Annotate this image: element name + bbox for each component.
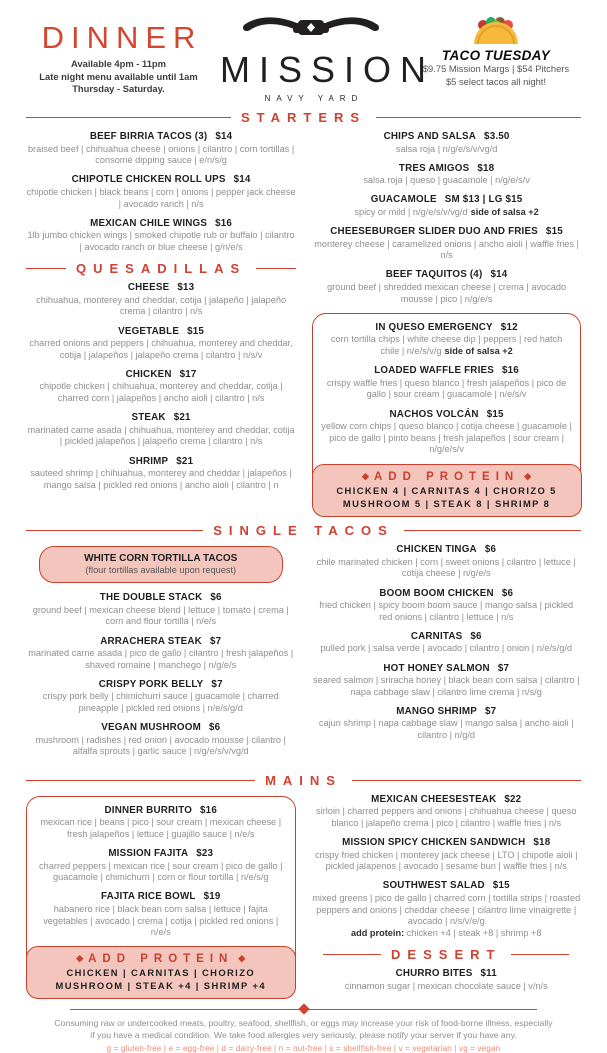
menu-item bbox=[321, 365, 572, 401]
menu-item-title bbox=[312, 837, 582, 848]
menu-item-description: corn tortilla chips | white cheese dip | peppers | red hatch chile | n/e/s/v/g side of salsa +2 bbox=[330, 334, 563, 356]
menu-item-description: chipotle chicken | black beans | corn | onions | pepper jack cheese | avocado ranch | n/s bbox=[26, 186, 296, 209]
menu-item-name: CRISPY PORK BELLY bbox=[98, 678, 204, 690]
menu-item bbox=[312, 194, 581, 218]
menu-item-name: HOT HONEY SALMON bbox=[383, 662, 490, 674]
menu-item-title bbox=[321, 365, 572, 376]
menu-item-price: $16 bbox=[501, 365, 519, 377]
menu-item-price: $6 bbox=[501, 587, 514, 599]
menu-item-description: cinnamon sugar | mexican chocolate sauce | v/n/s bbox=[344, 980, 548, 991]
menu-item-name: TRES AMIGOS bbox=[398, 162, 470, 174]
menu-item-description: pulled pork | salsa verde | avocado | cilantro | onion | n/e/s/g/d bbox=[320, 643, 572, 654]
promo-tacos: $5 select tacos all night! bbox=[445, 75, 547, 87]
section-header-quesadillas: QUESADILLAS bbox=[26, 261, 296, 276]
single-tacos-left-list bbox=[26, 592, 296, 758]
menu-item-name: MEXICAN CHEESESTEAK bbox=[371, 793, 497, 805]
menu-item bbox=[312, 131, 581, 155]
menu-item bbox=[26, 326, 296, 362]
menu-item-title bbox=[312, 269, 581, 280]
mains-box-list bbox=[35, 805, 287, 939]
menu-item-name: ARRACHERA STEAK bbox=[100, 635, 202, 647]
menu-item-price: $21 bbox=[173, 412, 191, 424]
menu-item-name: CHIPOTLE CHICKEN ROLL UPS bbox=[71, 174, 226, 186]
menu-item-title bbox=[26, 412, 296, 423]
starters-quesadillas-columns bbox=[26, 131, 581, 516]
menu-item-name: THE DOUBLE STACK bbox=[99, 592, 203, 604]
menu-item bbox=[26, 592, 296, 628]
menu-item-title bbox=[35, 805, 287, 816]
menu-item-name: CHICKEN TINGA bbox=[396, 544, 477, 556]
menu-item bbox=[26, 131, 296, 167]
divider-line bbox=[511, 954, 569, 955]
menu-item-price: $23 bbox=[196, 848, 214, 859]
mission-logo bbox=[211, 12, 435, 103]
menu-item-name: BEEF TAQUITOS (4) bbox=[385, 269, 483, 281]
queso-specials-list bbox=[321, 322, 572, 456]
menu-item-title bbox=[312, 194, 581, 205]
menu-item-title bbox=[312, 588, 582, 599]
menu-item-price: $12 bbox=[500, 321, 518, 333]
menu-item-title bbox=[26, 636, 296, 647]
section-header-mains: MAINS bbox=[26, 773, 581, 788]
menu-item-name: MANGO SHRIMP bbox=[396, 705, 477, 717]
menu-item-description: braised beef | chihuahua cheese | onions | cilantro | corn tortillas | consomé dipping sauce | e/n/s/g bbox=[27, 143, 295, 166]
menu-item-name: DINNER BURRITO bbox=[104, 804, 193, 816]
logo-location: NAVY YARD bbox=[264, 94, 364, 103]
menu-item-description: spicy or mild | n/g/e/s/v/vg/d side of salsa +2 bbox=[354, 206, 539, 217]
menu-item-name: CARNITAS bbox=[410, 630, 463, 642]
menu-item-title bbox=[312, 968, 582, 979]
logo-wordmark: MISSION bbox=[219, 49, 435, 90]
menu-item-price: $3.50 bbox=[484, 131, 510, 142]
menu-item-description: seared salmon | sriracha honey | black bean corn salsa | cilantro | napa cabbage slaw | cilantro lime crema | n/s/g bbox=[313, 675, 580, 697]
menu-item bbox=[321, 322, 572, 358]
menu-item-description: chile marinated chicken | corn | sweet onions | cilantro | lettuce | cotija cheese | n/g/e/s bbox=[316, 556, 576, 579]
menu-item bbox=[26, 282, 296, 318]
divider-line bbox=[26, 780, 255, 781]
menu-item-name: MISSION SPICY CHICKEN SANDWICH bbox=[342, 837, 526, 848]
divider-line bbox=[26, 530, 203, 531]
menu-item bbox=[26, 679, 296, 715]
menu-item-price: $7 bbox=[211, 678, 223, 690]
menu-item-title bbox=[26, 369, 296, 380]
menu-item bbox=[312, 631, 582, 655]
menu-item-price: $7 bbox=[209, 635, 222, 647]
menu-item-price: $15 bbox=[486, 408, 504, 420]
menu-item-description: ground beef | mexican cheese blend | lettuce | tomato | crema | corn and flour tortilla | n/e/s bbox=[32, 604, 289, 627]
menu-item-price: $15 bbox=[187, 325, 205, 337]
add-protein-title: ◆ ADD PROTEIN ◆ bbox=[362, 470, 532, 483]
menu-item-title bbox=[312, 226, 581, 237]
divider-line bbox=[26, 117, 231, 118]
menu-item-price: $17 bbox=[179, 368, 197, 380]
menu-item-title bbox=[312, 131, 581, 142]
menu-item bbox=[312, 837, 582, 873]
menu-item bbox=[312, 880, 582, 939]
menu-item-name: CHEESE bbox=[127, 282, 170, 294]
taco-icon bbox=[472, 32, 520, 49]
menu-item-name: GUACAMOLE bbox=[370, 194, 437, 206]
diamond-icon: ◆ bbox=[238, 953, 246, 964]
right-column bbox=[312, 794, 582, 1000]
menu-item-description: ground beef | shredded mexican cheese | crema | avocado mousse | pico | n/g/e/s bbox=[327, 281, 567, 304]
menu-item-title bbox=[312, 544, 582, 555]
menu-item-note-bold: side of salsa +2 bbox=[470, 206, 539, 217]
dessert-list bbox=[312, 968, 582, 992]
menu-item-price: $7 bbox=[497, 662, 510, 674]
menu-item-title bbox=[26, 131, 296, 142]
menu-item-description: marinated carne asada | pico de gallo | cilantro | fresh jalapeños | shaved romaine | manchego | n/g/e/s bbox=[28, 648, 294, 670]
diamond-icon: ◆ bbox=[76, 953, 84, 964]
diamond-icon bbox=[298, 1003, 309, 1014]
menu-item-description: yellow corn chips | queso blanco | cotija cheese | guacamole | pico de gallo | pinto beans | fresh jalapeños | sour cream | n/g/e/s/v bbox=[321, 421, 572, 455]
menu-item-title bbox=[312, 794, 582, 805]
menu-item-price: $6 bbox=[210, 592, 222, 604]
add-protein-box-mains: ◆ ADD PROTEIN ◆ CHICKEN | CARNITAS | CHORIZO MUSHROOM | STEAK +4 | SHRIMP +4 bbox=[26, 946, 297, 999]
menu-item-description: sauteed shrimp | chihuahua, monterey and cheddar | jalapeños | mango salsa | pickled red onions | ancho aioli | cilantro | n bbox=[30, 468, 292, 490]
mains-columns bbox=[26, 794, 581, 1000]
menu-item-title bbox=[321, 409, 572, 420]
menu-item-price: $14 bbox=[233, 174, 251, 186]
menu-item bbox=[26, 412, 296, 448]
menu-item bbox=[312, 663, 582, 699]
menu-item-description: 1lb jumbo chicken wings | smoked chipotle rub or buffalo | cilantro | avocado ranch or blue cheese | g/n/e/s bbox=[27, 230, 295, 252]
menu-item bbox=[312, 544, 582, 580]
queso-specials-box bbox=[312, 313, 581, 516]
menu-item-name: VEGETABLE bbox=[118, 325, 180, 337]
taco-tuesday-promo bbox=[411, 12, 581, 88]
menu-item-description: fried chicken | spicy boom boom sauce | mango salsa | pickled red onions | cilantro | lettuce | n/s bbox=[319, 600, 574, 622]
single-tacos-columns bbox=[26, 544, 581, 766]
section-header-starters: STARTERS bbox=[26, 110, 581, 125]
menu-item-title bbox=[312, 631, 582, 642]
menu-item-price: $15 bbox=[492, 880, 510, 892]
menu-item bbox=[35, 848, 287, 884]
menu-item bbox=[26, 636, 296, 672]
menu-item-title bbox=[26, 174, 296, 185]
menu-item-price: $18 bbox=[477, 162, 495, 174]
menu-item-title bbox=[26, 722, 296, 733]
menu-item-name: CHURRO BITES bbox=[395, 968, 473, 980]
menu-item-description: charred onions and peppers | chihuahua, monterey and cheddar, cotija | jalapeños | jalapeño crema | cilantro | n/s/v bbox=[29, 338, 293, 360]
menu-item-name: SOUTHWEST SALAD bbox=[382, 880, 485, 892]
menu-item-note-bold: side of salsa +2 bbox=[444, 346, 513, 356]
menu-item-price: $22 bbox=[504, 793, 522, 805]
menu-item-name: STEAK bbox=[131, 412, 166, 424]
quesadillas-list bbox=[26, 282, 296, 491]
menu-item-description: chipotle chicken | chihuahua, monterey and cheddar, cotija | charred corn | jalapeños | ancho aioli | cilantro | n/s bbox=[39, 381, 283, 404]
menu-item-price: $6 bbox=[484, 544, 497, 556]
menu-item-name: LOADED WAFFLE FRIES bbox=[374, 365, 494, 377]
longhorn-icon bbox=[235, 33, 387, 50]
promo-specials: $9.75 Mission Margs | $54 Pitchers bbox=[422, 63, 570, 74]
menu-item-description: salsa roja | queso | guacamole | n/g/e/s/v bbox=[363, 175, 530, 186]
menu-item-name: CHEESEBURGER SLIDER DUO AND FRIES bbox=[330, 226, 538, 238]
menu-item-title bbox=[312, 163, 581, 174]
left-column bbox=[26, 794, 296, 999]
divider-line bbox=[352, 780, 581, 781]
menu-item bbox=[26, 369, 296, 405]
menu-item-title bbox=[26, 679, 296, 690]
menu-item-name: MEXICAN CHILE WINGS bbox=[90, 217, 208, 229]
menu-item-price: $13 bbox=[177, 282, 195, 294]
menu-item-description: mushroom | radishes | red onion | avocado mousse | cilantro | alfalfa sprouts | garlic sauce | n/g/e/s/v/vg/d bbox=[35, 734, 286, 757]
menu-item-title bbox=[35, 891, 287, 902]
menu-item bbox=[312, 968, 582, 992]
menu-item-description: mixed greens | pico de gallo | charred corn | tortilla strips | roasted peppers and onions | cheddar cheese | cilantro lime vinaigrette | avocado | n/s/v/e/g bbox=[312, 892, 581, 927]
menu-item-name: BEEF BIRRIA TACOS (3) bbox=[89, 131, 208, 142]
menu-item-name: VEGAN MUSHROOM bbox=[101, 722, 201, 734]
add-protein-title: ◆ ADD PROTEIN ◆ bbox=[76, 953, 246, 966]
menu-item bbox=[26, 456, 296, 492]
promo-title: TACO TUESDAY bbox=[441, 48, 551, 63]
menu-item-description: crispy pork belly | chimichurri sauce | guacamole | charred pineapple | pickled red onions | n/e/s/g/d bbox=[42, 691, 279, 714]
menu-title: DINNER bbox=[41, 20, 203, 55]
divider-line bbox=[404, 530, 581, 531]
menu-item bbox=[312, 588, 582, 624]
menu-item-title bbox=[312, 663, 582, 674]
menu-item bbox=[26, 722, 296, 758]
footer-divider bbox=[70, 1009, 537, 1010]
menu-item-name: MISSION FAJITA bbox=[108, 848, 189, 859]
menu-item-name: BOOM BOOM CHICKEN bbox=[379, 587, 494, 599]
menu-item bbox=[312, 706, 582, 742]
section-header-dessert: DESSERT bbox=[312, 947, 582, 962]
food-safety-disclaimer: Consuming raw or undercooked meats, poultry, seafood, shellfish, or eggs may increase your risk of food-borne illness, especially if you have a medical condition. We take food allergies very seriously, please notify your server if you have any. bbox=[54, 1017, 553, 1040]
menu-item bbox=[26, 174, 296, 210]
menu-item-price: SM $13 | LG $15 bbox=[444, 194, 523, 206]
menu-item-description: cajun shrimp | napa cabbage slaw | mango salsa | ancho aioli | cilantro | n/g/d bbox=[318, 718, 574, 741]
menu-item bbox=[312, 163, 581, 187]
menu-item-description: chihuahua, monterey and cheddar, cotija | jalapeño | jalapeño crema | cilantro | n/s bbox=[36, 294, 287, 317]
menu-item-price: $6 bbox=[470, 630, 482, 642]
menu-item-price: $15 bbox=[545, 226, 563, 238]
menu-item-price: $19 bbox=[203, 891, 221, 903]
starters-right-list bbox=[312, 131, 581, 305]
divider-line bbox=[323, 954, 381, 955]
mains-specials-box bbox=[26, 796, 296, 999]
menu-item-price: $16 bbox=[200, 804, 217, 816]
divider-line bbox=[256, 268, 296, 269]
menu-item-price: $11 bbox=[480, 968, 497, 980]
single-tacos-right-list bbox=[312, 544, 582, 742]
menu-item-price: $14 bbox=[215, 131, 233, 142]
menu-item-title bbox=[26, 326, 296, 337]
menu-item-description: crispy waffle fries | queso blanco | fresh jalapeños | pico de gallo | sour cream | guacamole | n/e/s/v bbox=[326, 377, 567, 400]
add-protein-box-starters: ◆ ADD PROTEIN ◆ CHICKEN 4 | CARNITAS 4 | CHORIZO 5 MUSHROOM 5 | STEAK 8 | SHRIMP 8 bbox=[312, 464, 582, 517]
divider-line bbox=[376, 117, 581, 118]
mains-right-list bbox=[312, 794, 582, 940]
menu-item-price: $16 bbox=[215, 217, 233, 229]
menu-item-description: marinated carne asada | chihuahua, monterey and cheddar, cotija | pickled jalapeños | jalapeño crema | cilantro | n/s bbox=[27, 424, 295, 447]
menu-item-title bbox=[312, 880, 582, 891]
menu-item-title bbox=[26, 456, 296, 467]
menu-item-description: charred peppers | mexican rice | sour cream | pico de gallo | guacamole | chimichurri | corn or flour tortilla | n/e/s/g bbox=[39, 860, 283, 883]
dinner-info bbox=[26, 12, 211, 96]
menu-item-description: monterey cheese | caramelized onions | ancho aioli | waffle fries | n/s bbox=[314, 238, 579, 261]
menu-item-description: habanero rice | black bean corn salsa | lettuce | fajita vegetables | avocado | crema | cotija | pickled red onions | n/e/s bbox=[43, 903, 279, 938]
menu-item bbox=[312, 226, 581, 262]
menu-item-name: SHRIMP bbox=[128, 455, 169, 467]
menu-item-price: $21 bbox=[176, 455, 194, 467]
menu-item bbox=[312, 269, 581, 305]
diamond-icon: ◆ bbox=[524, 470, 532, 481]
diamond-icon: ◆ bbox=[362, 470, 369, 481]
menu-item-title bbox=[312, 706, 582, 717]
menu-item-title bbox=[321, 322, 572, 333]
menu-item-price: $14 bbox=[490, 269, 508, 281]
menu-item-name: CHIPS AND SALSA bbox=[383, 131, 477, 142]
left-column bbox=[26, 131, 296, 499]
menu-item-price: $18 bbox=[533, 837, 551, 848]
menu-item-title bbox=[26, 282, 296, 293]
menu-item bbox=[26, 218, 296, 254]
tortilla-note-box: WHITE CORN TORTILLA TACOS (flour tortillas available upon request) bbox=[39, 546, 283, 583]
menu-item-title bbox=[26, 592, 296, 603]
menu-item-price: $6 bbox=[208, 722, 221, 734]
right-column bbox=[312, 544, 582, 749]
menu-item-title bbox=[35, 848, 287, 859]
menu-header bbox=[26, 12, 581, 103]
menu-hours: Available 4pm - 11pm Late night menu available until 1am Thursday - Saturday. bbox=[39, 58, 198, 95]
left-column bbox=[26, 544, 296, 766]
menu-item-description: sirloin | charred peppers and onions | chihuahua cheese | queso blanco | jalapeño crema | pico | cilantro | waffle fries | n/s bbox=[316, 806, 577, 828]
menu-item bbox=[35, 891, 287, 939]
menu-item-name: NACHOS VOLCÁN bbox=[389, 408, 479, 420]
menu-item-addon-line: add protein: chicken +4 | steak +8 | shrimp +8 bbox=[351, 927, 542, 938]
menu-item-name: CHICKEN bbox=[125, 368, 172, 380]
section-header-single-tacos: SINGLE TACOS bbox=[26, 523, 581, 538]
menu-item bbox=[312, 794, 582, 830]
right-column bbox=[312, 131, 581, 516]
menu-item-description: crispy fried chicken | monterey jack cheese | LTO | chipotle aioli | pickled jalapenos | avocado | sesame bun | waffle fries | n/s bbox=[315, 849, 578, 872]
menu-item-title bbox=[26, 218, 296, 229]
menu-item bbox=[35, 805, 287, 841]
divider-line bbox=[26, 268, 66, 269]
menu-item-description: salsa roja | n/g/e/s/v/vg/d bbox=[395, 143, 498, 154]
menu-item-price: $7 bbox=[484, 705, 497, 717]
menu-item-description: mexican rice | beans | pico | sour cream | mexican cheese | fresh jalapeños | lettuce | guajillo sauce | n/e/s bbox=[40, 817, 282, 839]
allergen-legend: g = gluten-free | e = egg-free | d = dairy-free | n = nut-free | s = shellfish-free | v = vegetarian | vg = vegan bbox=[106, 1044, 501, 1053]
menu-item bbox=[321, 409, 572, 457]
starters-left-list bbox=[26, 131, 296, 254]
menu-item-name: IN QUESO EMERGENCY bbox=[375, 321, 493, 333]
menu-item-name: FAJITA RICE BOWL bbox=[100, 891, 196, 903]
